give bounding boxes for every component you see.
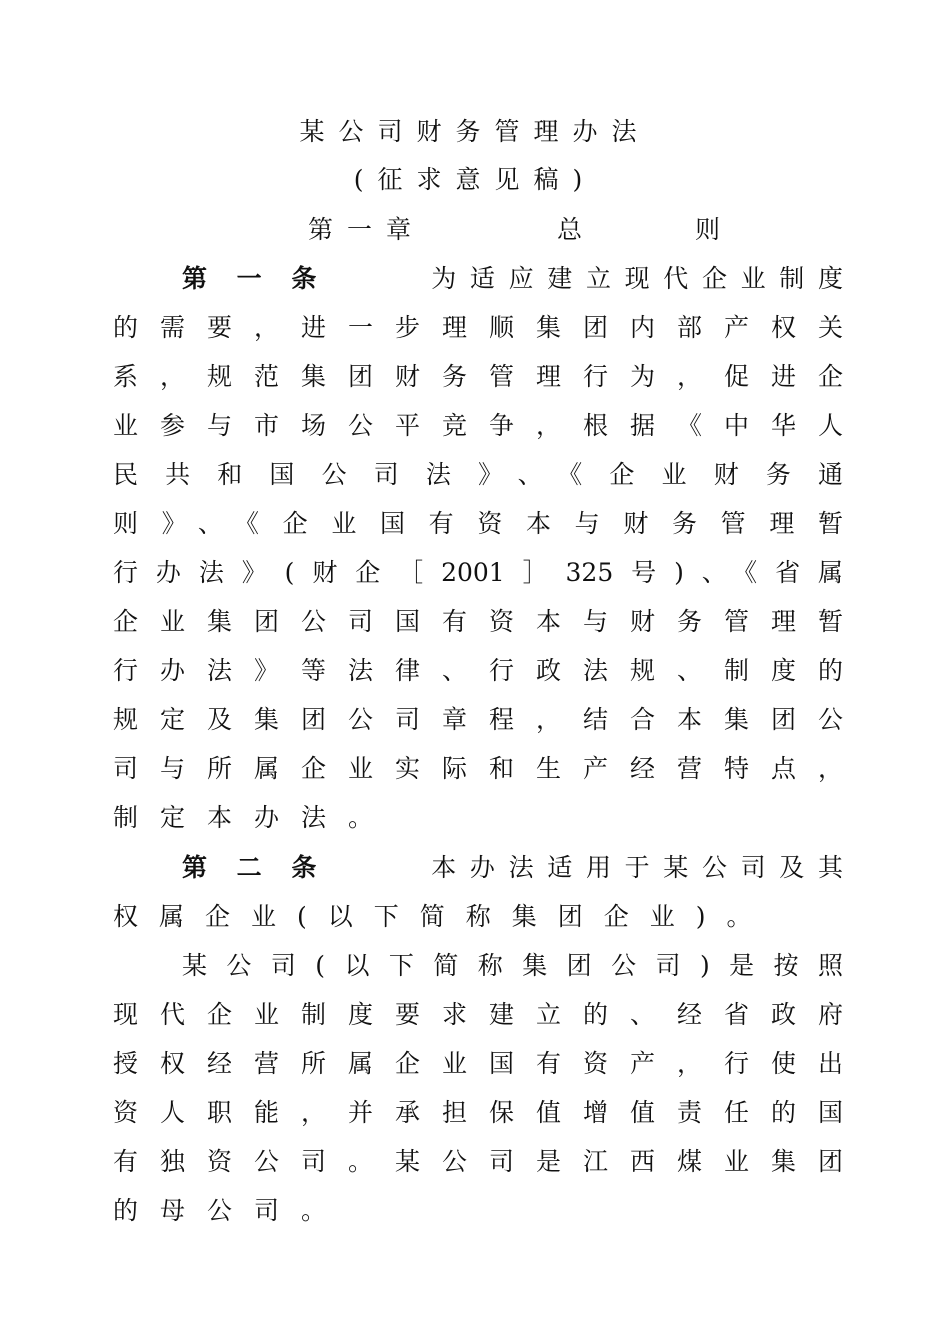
chapter-number: 第一章 — [308, 215, 426, 244]
article-1-text-line-5: 民共和国公司法》、《企业财务通 — [113, 460, 843, 489]
article-1-text-line-4: 业参与市场公平竞争，根据《中华人 — [113, 411, 843, 440]
article-1-first-line — [182, 259, 843, 299]
article-1-text-line-10: 规定及集团公司章程，结合本集团公 — [113, 705, 843, 734]
document-title: 某公司财务管理办法 — [299, 117, 651, 146]
paragraph-3-text-line-4: 资人职能，并承担保值增值责任的国 — [113, 1098, 843, 1127]
article-1-text-line-12: 制定本办法。 — [113, 803, 396, 832]
paragraph-3-text-line-6: 的母公司。 — [113, 1196, 349, 1225]
article-2-text-line-1: 本办法适用于某公司及其 — [431, 853, 843, 882]
article-2-label: 第二条 — [182, 853, 347, 882]
paragraph-3-text-line-3: 授权经营所属企业国有资产，行使出 — [113, 1049, 843, 1078]
chapter-name-part-1: 总 — [557, 215, 583, 244]
article-2-text-line-2: 权属企业(以下简称集团企业)。 — [113, 902, 773, 931]
article-1-text-line-11: 司与所属企业实际和生产经营特点， — [113, 754, 843, 783]
article-1-text-line-3: 系，规范集团财务管理行为，促进企 — [113, 362, 843, 391]
paragraph-3-text-line-5: 有独资公司。某公司是江西煤业集团 — [113, 1147, 843, 1176]
article-1-text-line-7: 行办法》(财企［2001］325号)、《省属 — [113, 558, 843, 587]
article-1-text-line-2: 的需要，进一步理顺集团内部产权关 — [113, 313, 843, 342]
paragraph-3-text-line-2: 现代企业制度要求建立的、经省政府 — [113, 1000, 843, 1029]
paragraph-3-text-line-1: 某公司(以下简称集团公司)是按照 — [182, 951, 843, 980]
article-1-label: 第一条 — [182, 264, 347, 293]
article-2-first-line — [182, 848, 843, 888]
article-1-text-line-6: 则》、《企业国有资本与财务管理暂 — [113, 509, 843, 538]
chapter-name-part-2: 则 — [695, 215, 721, 244]
document-subtitle: (征求意见稿) — [353, 165, 597, 194]
article-1-text-line-1: 为适应建立现代企业制度 — [431, 264, 843, 293]
article-1-text-line-9: 行办法》等法律、行政法规、制度的 — [113, 656, 843, 685]
article-1-text-line-8: 企业集团公司国有资本与财务管理暂 — [113, 607, 843, 636]
